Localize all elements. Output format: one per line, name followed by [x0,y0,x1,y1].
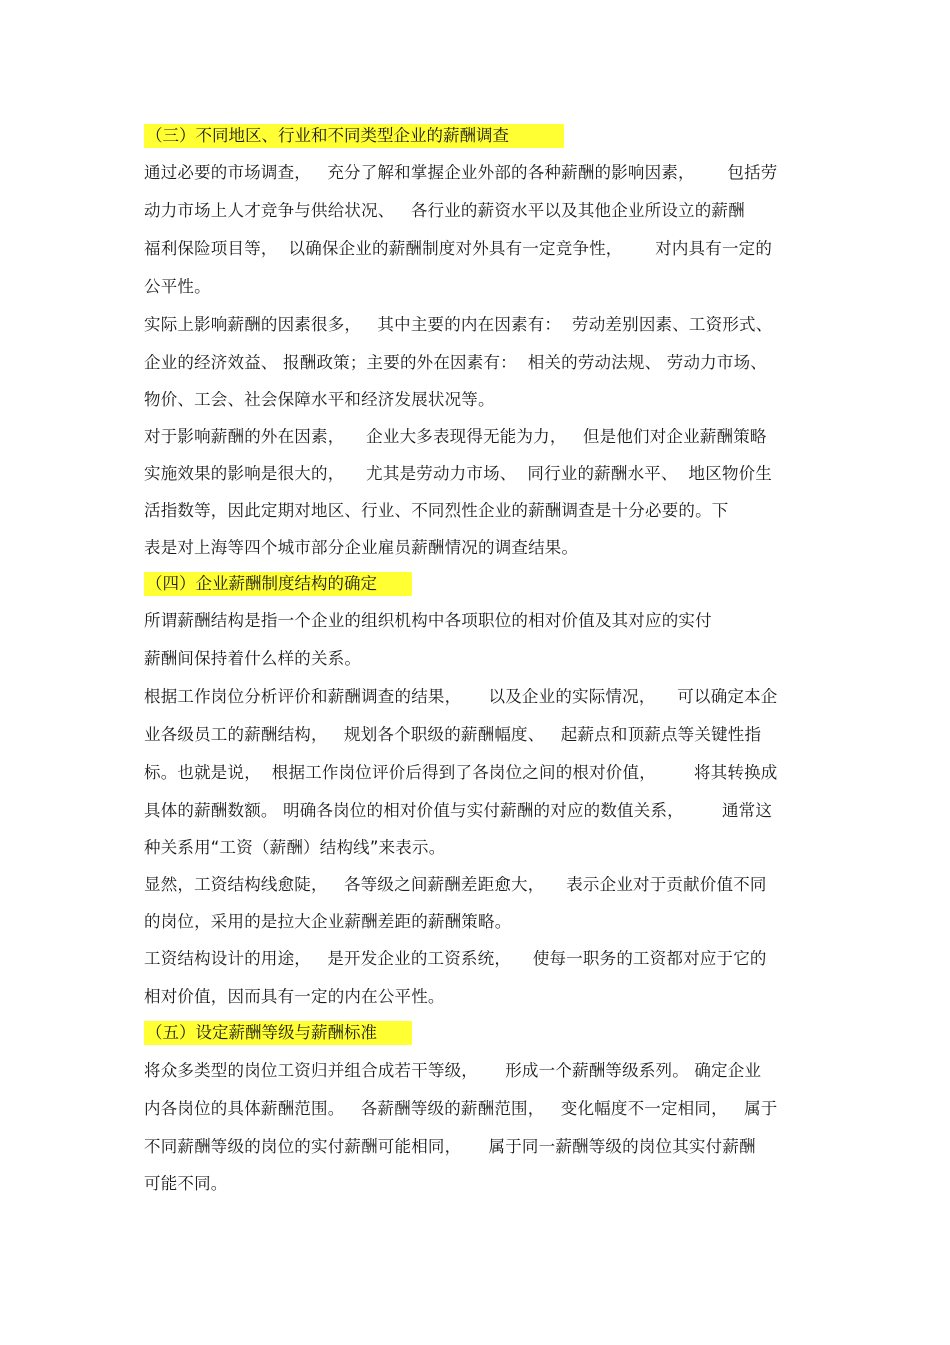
section-heading-4: （四）企业薪酬制度结构的确定 [144,572,412,596]
paragraph-line: 显然，工资结构线愈陡， 各等级之间薪酬差距愈大， 表示企业对于贡献价值不同 [144,875,767,894]
paragraph-line: 公平性。 [144,277,211,296]
paragraph-line: 种关系用“工资（薪酬）结构线”来表示。 [144,838,446,857]
paragraph-line: 通过必要的市场调查， 充分了解和掌握企业外部的各种薪酬的影响因素， 包括劳 [144,163,778,182]
paragraph-line: 对于影响薪酬的外在因素， 企业大多表现得无能为力， 但是他们对企业薪酬策略 [144,427,767,446]
paragraph-line: 不同薪酬等级的岗位的实付薪酬可能相同， 属于同一薪酬等级的岗位其实付薪酬 [144,1137,756,1156]
paragraph-line: 可能不同。 [144,1174,228,1193]
paragraph-line: 工资结构设计的用途， 是开发企业的工资系统， 使每一职务的工资都对应于它的 [144,949,767,968]
paragraph-line: 根据工作岗位分析评价和薪酬调查的结果， 以及企业的实际情况， 可以确定本企 [144,687,778,706]
paragraph-line: 具体的薪酬数额。 明确各岗位的相对价值与实付薪酬的对应的数值关系， 通常这 [144,801,773,820]
paragraph-line: 企业的经济效益、 报酬政策；主要的外在因素有： 相关的劳动法规、 劳动力市场、 [144,353,767,372]
paragraph-line: 福利保险项目等， 以确保企业的薪酬制度对外具有一定竞争性， 对内具有一定的 [144,239,773,258]
section-heading-5: （五）设定薪酬等级与薪酬标准 [144,1021,412,1045]
paragraph-line: 动力市场上人才竞争与供给状况、 各行业的薪资水平以及其他企业所设立的薪酬 [144,201,745,220]
section-heading-3: （三）不同地区、行业和不同类型企业的薪酬调查 [144,124,564,148]
paragraph-line: 将众多类型的岗位工资归并组合成若干等级， 形成一个薪酬等级系列。 确定企业 [144,1061,762,1080]
paragraph-line: 实际上影响薪酬的因素很多， 其中主要的内在因素有： 劳动差别因素、工资形式、 [144,315,773,334]
paragraph-line: 业各级员工的薪酬结构， 规划各个职级的薪酬幅度、 起薪点和顶薪点等关键性指 [144,725,762,744]
paragraph-line: 所谓薪酬结构是指一个企业的组织机构中各项职位的相对价值及其对应的实付 [144,611,712,630]
paragraph-line: 相对价值，因而具有一定的内在公平性。 [144,987,445,1006]
paragraph-line: 的岗位，采用的是拉大企业薪酬差距的薪酬策略。 [144,912,512,931]
paragraph-line: 表是对上海等四个城市部分企业雇员薪酬情况的调查结果。 [144,538,579,557]
paragraph-line: 内各岗位的具体薪酬范围。 各薪酬等级的薪酬范围， 变化幅度不一定相同， 属于 [144,1099,778,1118]
paragraph-line: 物价、工会、社会保障水平和经济发展状况等。 [144,390,495,409]
paragraph-line: 活指数等，因此定期对地区、行业、不同烈性企业的薪酬调查是十分必要的。下 [144,501,729,520]
paragraph-line: 标。也就是说， 根据工作岗位评价后得到了各岗位之间的根对价值， 将其转换成 [144,763,778,782]
paragraph-line: 薪酬间保持着什么样的关系。 [144,649,362,668]
paragraph-line: 实施效果的影响是很大的， 尤其是劳动力市场、 同行业的薪酬水平、 地区物价生 [144,464,773,483]
